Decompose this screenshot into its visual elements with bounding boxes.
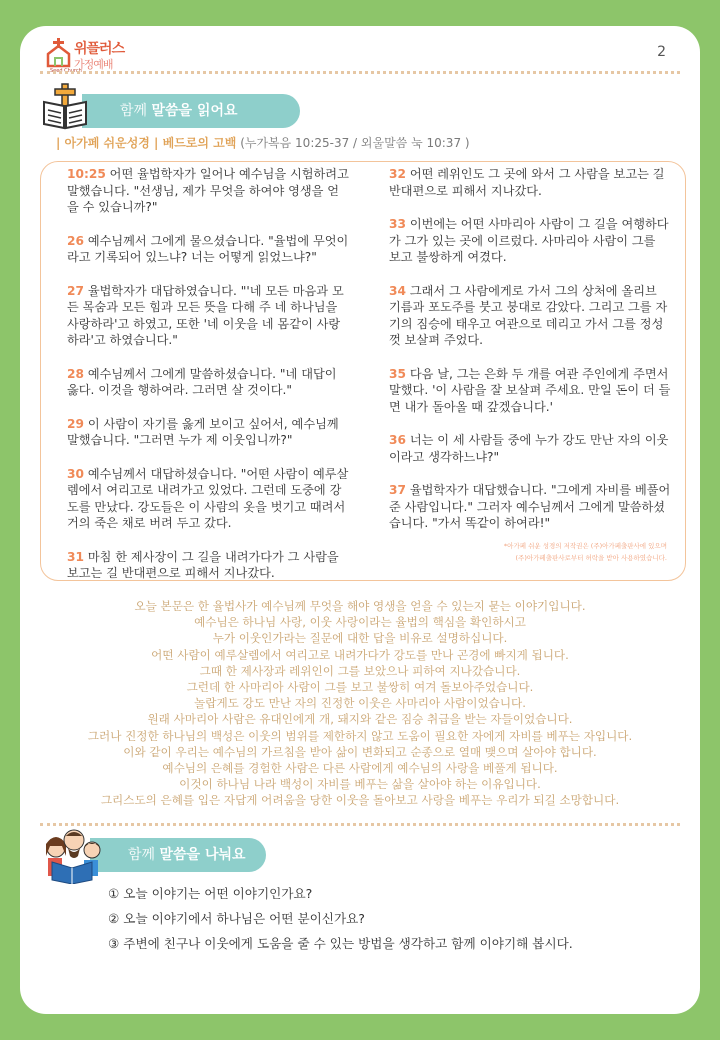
verse-number: 36	[389, 433, 406, 447]
verse	[67, 416, 349, 449]
question-item: ② 오늘 이야기에서 하나님은 어떤 분이신가요?	[108, 911, 365, 926]
verse-number: 35	[389, 366, 406, 381]
verse	[389, 482, 671, 532]
reflection-line: 놀랍게도 강도 만난 자의 진정한 이웃은 사마리아 사람이었습니다.	[194, 696, 526, 711]
verse-text: 어떤 율법학자가 일어나 예수님을 시험하려고 말했습니다. "선생님, 제가 무엇을 하여야 영생을 얻을 수 있습니까?"	[67, 167, 349, 214]
reflection-line: 어떤 사람이 예루살렘에서 여리고로 내려가다가 강도를 만나 곤경에 빠지게 됩니다.	[151, 647, 569, 662]
verse-number: 33	[389, 217, 406, 231]
verse	[67, 366, 349, 399]
verse-text: 이 사람이 자기를 옳게 보이고 싶어서, 예수님께 말했습니다. "그러면 누가 제 이웃입니까?"	[67, 416, 339, 447]
verse-text: 예수님께서 대답하셨습니다. "어떤 사람이 예루살렘에서 여리고로 내려가고 있었다. 그런데 도중에 강도를 만났다. 강도들은 이 사람의 옷을 벗기고 때려서 거의 죽은 채로 버려 두고 갔다.	[67, 466, 349, 530]
verse-number: 10:25	[67, 167, 106, 181]
logo-caption: Seed Church	[50, 68, 82, 74]
verse-text: 예수님께서 그에게 물으셨습니다. "율법에 무엇이라고 기록되어 있느냐? 너는 어떻게 읽었느냐?"	[67, 233, 349, 264]
verse-text: 너는 이 세 사람들 중에 누가 강도 만난 자의 이웃이라고 생각하느냐?"	[389, 433, 669, 464]
reflection-line: 그러나 진정한 하나님의 백성은 이웃의 범위를 제한하지 않고 도움이 필요한 자에게 자비를 베푸는 자입니다.	[87, 728, 633, 743]
reflection-line: 오늘 본문은 한 율법사가 예수님께 무엇을 해야 영생을 얻을 수 있는지 묻는 이야기입니다.	[134, 599, 586, 613]
scripture-reference	[56, 134, 470, 151]
verse-number: 29	[67, 416, 84, 431]
bible-cross-icon	[40, 82, 90, 132]
verse-number: 28	[67, 366, 84, 381]
copyright-line: (주)아가페출판사로부터 허락을 받아 사용하였습니다.	[515, 554, 667, 562]
page-number: 2	[657, 44, 666, 60]
bible-version: | 아가페 쉬운성경 | 베드로의 고백	[56, 136, 237, 150]
section-share-header	[90, 838, 266, 872]
verse	[389, 283, 671, 349]
reflection-line: 예수님의 은혜를 경험한 사람은 다른 사람에게 예수님의 사랑을 베풀게 됩니다.	[162, 761, 558, 776]
church-logo-icon	[46, 38, 72, 68]
divider	[40, 823, 680, 826]
reflection-line: 그리스도의 은혜를 입은 자답게 어려움을 당한 이웃을 돌아보고 사랑을 베푸는 우리가 되길 소망합니다.	[100, 793, 620, 808]
verse-number: 26	[67, 233, 84, 248]
verse-number: 34	[389, 283, 406, 298]
verses-right-column	[389, 166, 671, 549]
bible-text-box	[40, 161, 686, 581]
verse-text: 율법학자가 대답하였습니다. "'네 모든 마음과 모든 목숨과 모든 힘과 모든 뜻을 다해 주 네 하나님을 사랑하라'고 하였고, 또한 '네 이웃을 네 몸같이 사랑하라'고 하였습니다."	[67, 283, 344, 347]
section-title-prefix: 함께	[120, 103, 152, 119]
reflection-line: 그때 한 제사장과 레위인이 그를 보았으나 피하여 지나갔습니다.	[199, 663, 521, 678]
verses-left-column	[67, 166, 349, 599]
question-item: ③ 주변에 친구나 이웃에게 도움을 줄 수 있는 방법을 생각하고 함께 이야기해 봅시다.	[108, 936, 573, 951]
reflection-line: 누가 이웃인가라는 질문에 대한 답을 비유로 설명하십니다.	[212, 631, 508, 646]
verse-text: 어떤 레위인도 그 곳에 와서 그 사람을 보고는 길 반대편으로 피해서 지나갔다.	[389, 167, 665, 198]
reflection-line: 이것이 하나님 나라 백성이 자비를 베푸는 삶을 살아야 하는 이유입니다.	[179, 777, 541, 792]
verse	[389, 432, 671, 465]
family-reading-icon	[38, 826, 108, 884]
verse	[67, 466, 349, 532]
divider	[40, 71, 680, 74]
verse	[67, 283, 349, 349]
reflection-line: 그런데 한 사마리아 사람이 그를 보고 불쌍히 여겨 돌보아주었습니다.	[186, 680, 534, 695]
section-title-bold: 말씀을 나눠요	[159, 847, 246, 863]
passage-range: (누가복음 10:25-37 / 외울말씀 눅 10:37 )	[240, 136, 470, 150]
verse	[67, 233, 349, 266]
verse-number: 27	[67, 283, 84, 298]
verse-text: 율법학자가 대답했습니다. "그에게 자비를 베풀어 준 사람입니다." 그러자 예수님께서 그에게 말씀하셨습니다. "가서 똑같이 하여라!"	[389, 483, 671, 530]
verse	[389, 216, 671, 266]
page	[20, 26, 700, 1014]
reflection-line: 원래 사마리아 사람은 유대인에게 개, 돼지와 같은 짐승 취급을 받는 자들이었습니다.	[147, 712, 573, 727]
reflection-text	[40, 598, 680, 809]
verse-text: 이번에는 어떤 사마리아 사람이 그 길을 여행하다가 그가 있는 곳에 이르렀다. 사마리아 사람이 그를 보고 불쌍하게 여겼다.	[389, 217, 669, 264]
verse-number: 30	[67, 466, 84, 481]
verse-number: 37	[389, 483, 406, 497]
logo-subtitle: 가정예배	[74, 58, 113, 71]
verse-text: 다음 날, 그는 은화 두 개를 여관 주인에게 주면서 말했다. '이 사람을 잘 보살펴 주세요. 만일 돈이 더 들면 내가 돌아올 때 갚겠습니다.'	[389, 366, 671, 414]
verse	[67, 549, 349, 582]
reflection-line: 예수님은 하나님 사랑, 이웃 사랑이라는 율법의 핵심을 확인하시고	[194, 615, 526, 630]
verse-text: 마침 한 제사장이 그 길을 내려가다가 그 사람을 보고는 길 반대편으로 피해서 지나갔다.	[67, 549, 339, 580]
discussion-questions	[108, 883, 573, 958]
verse	[67, 166, 349, 216]
section-title-prefix: 함께	[128, 847, 160, 863]
logo-title: 위플러스	[74, 41, 125, 57]
question-item: ① 오늘 이야기는 어떤 이야기인가요?	[108, 886, 313, 901]
reflection-line: 이와 같이 우리는 예수님의 가르침을 받아 삶이 변화되고 순종으로 열매 맺으며 살아야 합니다.	[123, 744, 597, 759]
section-read-header	[82, 94, 300, 128]
verse	[389, 166, 671, 199]
copyright-line: *아가페 쉬운 성경의 저작권은 (주)아가페출판사에 있으며	[503, 542, 667, 550]
verse-text: 예수님께서 그에게 말씀하셨습니다. "네 대답이 옳다. 이것을 행하여라. 그러면 살 것이다."	[67, 366, 337, 397]
verse	[389, 366, 671, 416]
verse-text: 그래서 그 사람에게로 가서 그의 상처에 올리브 기름과 포도주를 붓고 붕대로 감았다. 그리고 그를 자기의 짐승에 태우고 여관으로 데리고 가서 그를 정성껏 보살펴 주었다.	[389, 283, 668, 347]
section-title-bold: 말씀을 읽어요	[151, 103, 238, 119]
verse-number: 31	[67, 549, 84, 564]
copyright-note	[504, 540, 667, 564]
verse-number: 32	[389, 167, 406, 181]
